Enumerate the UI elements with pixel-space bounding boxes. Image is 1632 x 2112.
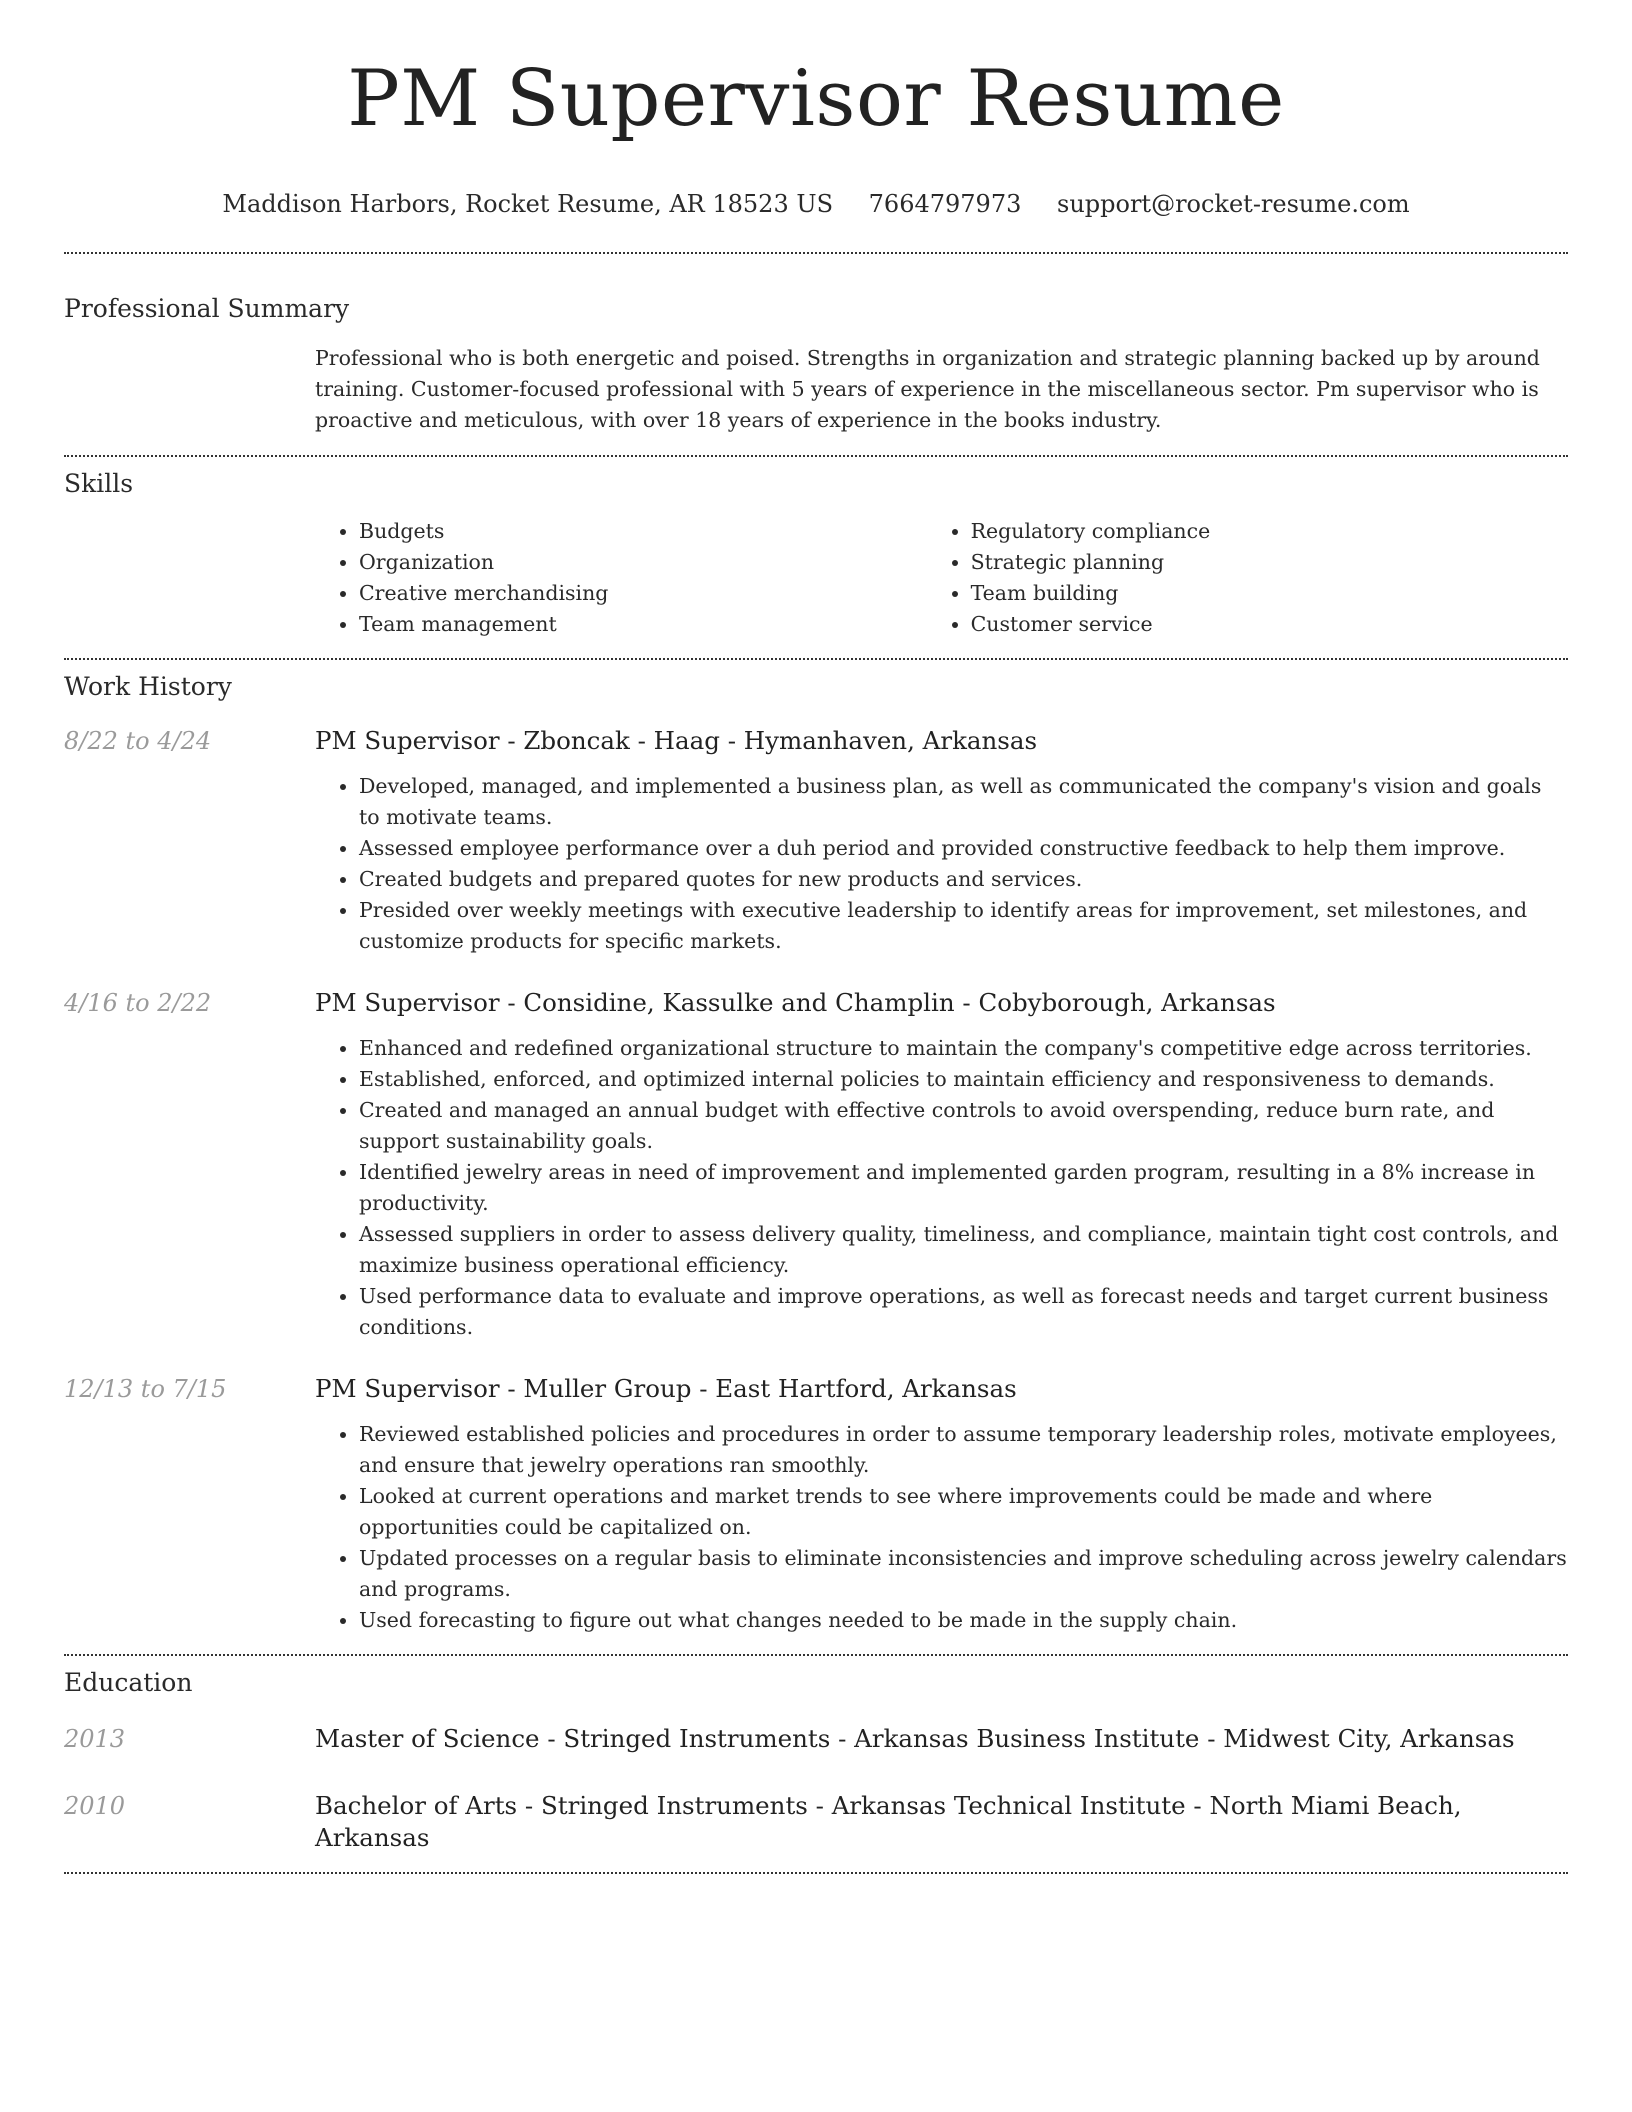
skill-item: • Organization: [359, 547, 927, 578]
job-title: PM Supervisor - Considine, Kassulke and Champlin - Cobyborough, Arkansas: [315, 988, 1276, 1018]
skills-heading: Skills: [64, 469, 134, 499]
job-bullet: • Created and managed an annual budget with effective controls to avoid overspending, reduce burn rate, and support sustainability goals.: [359, 1095, 1568, 1157]
job-bullet: • Updated processes on a regular basis to eliminate inconsistencies and improve scheduling across jewelry calendars and programs.: [359, 1543, 1568, 1605]
job-bullets: [315, 1419, 1568, 1636]
job-bullet: • Developed, managed, and implemented a business plan, as well as communicated the company's vision and goals to motivate teams.: [359, 771, 1568, 833]
contact-phone: 7664797973: [868, 190, 1022, 219]
work-history-section: [64, 672, 1568, 1636]
job-entry: [64, 725, 1568, 957]
summary-text: Professional who is both energetic and poised. Strengths in organization and strategic planning backed up by around training. Customer-focused professional with 5 years of experience in the miscellaneous sector. Pm supervisor who is proactive and meticulous, with over 18 years of experience in the books industry.: [315, 346, 1540, 433]
resume-page: [64, 0, 1568, 1874]
job-title: PM Supervisor - Zboncak - Haag - Hymanhaven, Arkansas: [315, 726, 1038, 756]
job-bullet: • Reviewed established policies and procedures in order to assume temporary leadership roles, motivate employees, and ensure that jewelry operations ran smoothly.: [359, 1419, 1568, 1481]
job-bullets: [315, 1033, 1568, 1343]
job-bullet: • Presided over weekly meetings with executive leadership to identify areas for improvement, set milestones, and customize products for specific markets.: [359, 895, 1568, 957]
skills-list: [315, 516, 1568, 640]
skill-item: • Budgets: [359, 516, 927, 547]
summary-heading: Professional Summary: [64, 294, 350, 324]
section-divider: [64, 1654, 1568, 1656]
section-divider: [64, 252, 1568, 254]
job-date: 8/22 to 4/24: [64, 727, 212, 756]
job-bullets: [315, 771, 1568, 957]
job-bullet: • Enhanced and redefined organizational structure to maintain the company's competitive edge across territories.: [359, 1033, 1568, 1064]
education-title: Master of Science - Stringed Instruments - Arkansas Business Institute - Midwest City, Arkansas: [315, 1724, 1515, 1754]
job-date: 4/16 to 2/22: [64, 989, 212, 1018]
job-bullet: • Used performance data to evaluate and improve operations, as well as forecast needs and target current business conditions.: [359, 1281, 1568, 1343]
skill-item: • Regulatory compliance: [971, 516, 1568, 547]
education-year: 2010: [64, 1792, 126, 1821]
job-title: PM Supervisor - Muller Group - East Hartford, Arkansas: [315, 1374, 1017, 1404]
education-entry: [64, 1723, 1568, 1755]
section-divider: [64, 455, 1568, 457]
resume-title: PM Supervisor Resume: [347, 54, 1285, 144]
skill-item: • Team management: [359, 609, 927, 640]
education-heading: Education: [64, 1668, 193, 1698]
contact-email: support@rocket-resume.com: [1057, 190, 1410, 219]
job-bullet: • Looked at current operations and market trends to see where improvements could be made and where opportunities could be capitalized on.: [359, 1481, 1568, 1543]
job-bullet: • Assessed employee performance over a duh period and provided constructive feedback to help them improve.: [359, 833, 1568, 864]
education-year: 2013: [64, 1725, 126, 1754]
job-bullet: • Created budgets and prepared quotes for new products and services.: [359, 864, 1568, 895]
work-history-heading: Work History: [64, 672, 232, 702]
job-bullet: • Established, enforced, and optimized internal policies to maintain efficiency and responsiveness to demands.: [359, 1064, 1568, 1095]
skills-column-left: [315, 516, 927, 640]
section-divider: [64, 1872, 1568, 1874]
skill-item: • Creative merchandising: [359, 578, 927, 609]
job-entry: [64, 1373, 1568, 1636]
section-divider: [64, 658, 1568, 660]
contact-line: [64, 190, 1568, 218]
summary-section: [64, 294, 1568, 436]
skill-item: • Strategic planning: [971, 547, 1568, 578]
skills-column-right: [927, 516, 1568, 640]
skills-section: [64, 469, 1568, 640]
education-section: [64, 1668, 1568, 1854]
skill-item: • Customer service: [971, 609, 1568, 640]
job-bullet: • Assessed suppliers in order to assess delivery quality, timeliness, and compliance, maintain tight cost controls, and maximize business operational efficiency.: [359, 1219, 1568, 1281]
job-entry: [64, 987, 1568, 1343]
contact-address: Maddison Harbors, Rocket Resume, AR 18523 US: [222, 190, 834, 219]
job-date: 12/13 to 7/15: [64, 1375, 227, 1404]
job-bullet: • Identified jewelry areas in need of improvement and implemented garden program, resulting in a 8% increase in productivity.: [359, 1157, 1568, 1219]
education-title: Bachelor of Arts - Stringed Instruments - Arkansas Technical Institute - North Miami Beach, Arkansas: [315, 1791, 1462, 1853]
job-bullet: • Used forecasting to figure out what changes needed to be made in the supply chain.: [359, 1605, 1568, 1636]
skill-item: • Team building: [971, 578, 1568, 609]
education-entry: [64, 1790, 1568, 1854]
